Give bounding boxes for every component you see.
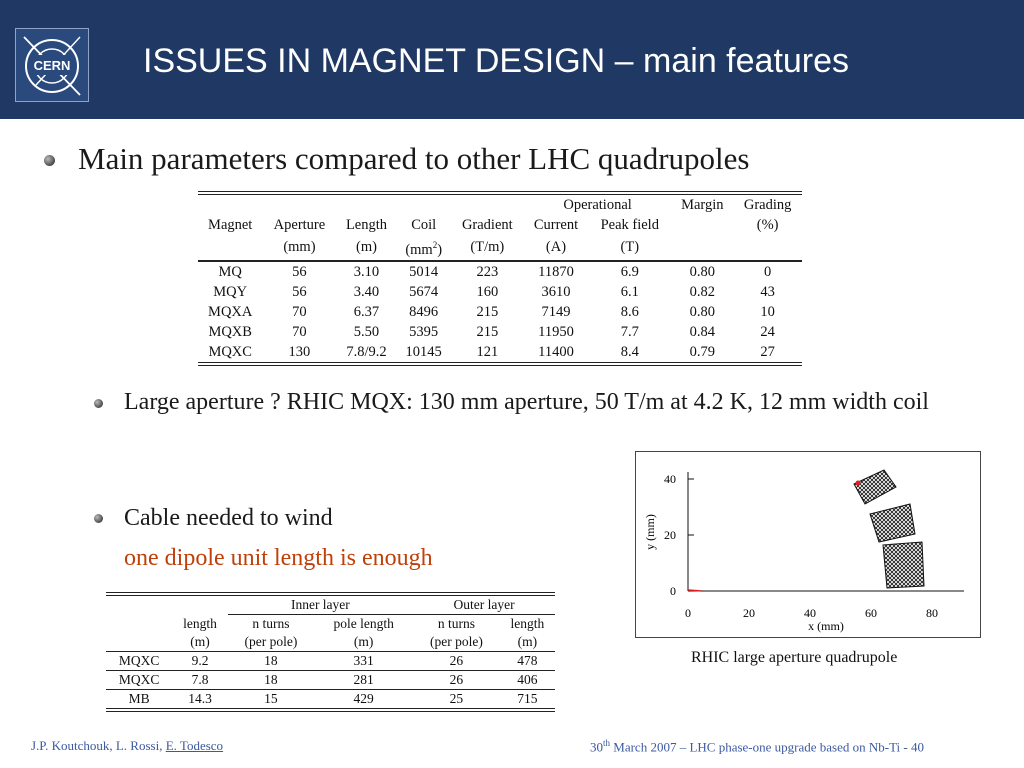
table-cell: 43: [760, 283, 775, 300]
marker-point: [856, 481, 861, 486]
unit-cell: (m): [500, 633, 555, 652]
x-tick-label: 40: [804, 606, 816, 620]
table-cell: 8.6: [620, 303, 639, 320]
column-header: Peak field: [600, 217, 659, 233]
group-header-operational: Operational: [524, 193, 672, 215]
x-tick-label: 60: [865, 606, 877, 620]
table-cell: 0.79: [671, 342, 733, 364]
coil-block: [870, 504, 915, 542]
table-cell: 0.84: [689, 323, 715, 340]
y-tick-label: 0: [670, 584, 676, 598]
table-cell: 715: [500, 690, 555, 711]
table-row: [198, 322, 802, 342]
table-cell: 130: [262, 342, 336, 364]
column-header: length: [183, 615, 217, 631]
coil-block: [854, 470, 896, 504]
table-cell: 3.40: [353, 283, 380, 300]
logo-text: CERN: [33, 58, 71, 73]
table-cell: 6.37: [353, 303, 380, 320]
y-tick-label: 20: [664, 528, 676, 542]
column-header: (%): [756, 217, 779, 233]
table-cell: 6.1: [620, 283, 639, 300]
table-cell: MQY: [213, 283, 248, 300]
unit-cell: (m): [172, 633, 227, 652]
table-cell: MQXC: [198, 342, 262, 364]
unit-cell: [733, 235, 802, 261]
table-cell: 406: [500, 671, 555, 690]
table-header-row: [106, 594, 555, 615]
table-cell: 0: [764, 263, 772, 280]
table-row: [106, 671, 555, 690]
unit-text: (mm: [405, 241, 433, 258]
quadrupole-parameters-table: [198, 191, 802, 366]
group-header-outer: Outer layer: [413, 594, 555, 615]
table-cell: MQXB: [208, 323, 252, 340]
table-row: [198, 302, 802, 322]
table-cell: 27: [733, 342, 802, 364]
column-header: Coil: [411, 217, 437, 233]
column-header: Magnet: [208, 217, 253, 233]
table-cell: 0.80: [689, 303, 715, 320]
table-cell: 160: [476, 283, 499, 300]
unit-cell: [198, 235, 262, 261]
x-tick-label: 0: [685, 606, 691, 620]
table-row: [106, 652, 555, 671]
table-cell: 24: [760, 323, 775, 340]
table-cell: 223: [476, 263, 499, 280]
column-header: pole length: [333, 616, 394, 631]
table-cell: 8496: [409, 303, 439, 320]
column-header: n turns: [252, 616, 290, 631]
table-cell: 11870: [538, 263, 574, 280]
x-tick-label: 20: [743, 606, 755, 620]
table-row: [198, 282, 802, 302]
table-cell: 26: [413, 652, 500, 671]
table-cell: 7149: [541, 303, 571, 320]
table-cell: 331: [314, 652, 413, 671]
figure-caption: RHIC large aperture quadrupole: [691, 649, 898, 666]
axis-marker: [688, 590, 702, 591]
table-cell: 56: [292, 263, 307, 280]
table-cell: 5.50: [353, 323, 380, 340]
table-cell: 70: [292, 323, 307, 340]
table-cell: 215: [476, 323, 499, 340]
table-row: [198, 261, 802, 282]
coil-length-table: [106, 592, 555, 712]
table-cell: 11950: [538, 323, 574, 340]
table-cell: 7.8: [172, 671, 227, 690]
author-link[interactable]: E. Todesco: [165, 738, 224, 753]
x-axis-label: x (mm): [808, 619, 844, 633]
unit-cell: (T/m): [451, 235, 524, 261]
table-cell: MQXC: [106, 652, 172, 671]
coil-cross-section-plot: [636, 452, 980, 637]
table-cell: 14.3: [172, 690, 227, 711]
table-cell: 5014: [409, 263, 439, 280]
column-header: Aperture: [273, 217, 326, 233]
coil-block: [883, 542, 924, 588]
table-cell: 6.9: [620, 263, 639, 280]
footer-authors: [31, 738, 223, 754]
footer-date-page: [590, 738, 924, 755]
bullet-icon: [44, 155, 55, 166]
table-cell: 26: [413, 671, 500, 690]
cable-bullet-text: Cable needed to wind: [124, 505, 333, 531]
table-cell: 9.2: [172, 652, 227, 671]
unit-cell: [671, 235, 733, 261]
unit-cell: (A): [524, 235, 588, 261]
column-header: length: [510, 616, 545, 631]
x-tick-label: 80: [926, 606, 938, 620]
table-cell: 3610: [541, 283, 571, 300]
table-cell: 478: [500, 652, 555, 671]
table-cell: 10145: [397, 342, 451, 364]
authors-text: J.P. Koutchouk, L. Rossi,: [31, 738, 166, 753]
bullet-icon: [94, 399, 103, 408]
table-cell: 281: [314, 671, 413, 690]
cable-note-text: one dipole unit length is enough: [124, 545, 433, 571]
unit-cell: (per pole): [228, 633, 315, 652]
table-cell: 0.82: [689, 283, 715, 300]
table-cell: 18: [228, 671, 315, 690]
table-cell: 70: [292, 303, 307, 320]
table-cell: 7.8/9.2: [336, 342, 396, 364]
table-cell: MQXC: [106, 671, 172, 690]
unit-cell: (m): [336, 235, 396, 261]
date-day: 30: [590, 739, 603, 755]
table-cell: 0.80: [689, 263, 715, 280]
table-cell: 8.4: [588, 342, 671, 364]
bullet-icon: [94, 514, 103, 523]
cern-logo: [15, 28, 89, 102]
table-cell: 25: [413, 690, 500, 711]
cern-logo-icon: [16, 29, 88, 101]
unit-cell: (mm): [262, 235, 336, 261]
column-header: n turns: [437, 616, 475, 631]
table-cell: 11400: [524, 342, 588, 364]
table-row: [106, 690, 555, 711]
column-header: [671, 215, 733, 235]
title-banner: [0, 0, 1024, 119]
main-bullet-text: Main parameters compared to other LHC quadrupoles: [78, 141, 750, 176]
unit-cell: (m): [314, 633, 413, 652]
table-cell: 10: [760, 303, 775, 320]
unit-text: ): [437, 241, 443, 258]
table-cell: 3.10: [353, 263, 380, 280]
group-header-margin: Margin: [671, 193, 733, 215]
table-cell: 215: [476, 303, 499, 320]
table-cell: 121: [451, 342, 524, 364]
column-header: Length: [345, 217, 388, 233]
table-cell: 429: [314, 690, 413, 711]
aperture-bullet-text: Large aperture ? RHIC MQX: 130 mm aperture, 50 T/m at 4.2 K, 12 mm width coil: [124, 389, 929, 415]
table-units-row: [106, 633, 555, 652]
column-header: [106, 615, 172, 634]
unit-cell: (T): [588, 235, 671, 261]
table-cell: MQXA: [208, 303, 253, 320]
unit-superscript: 2: [432, 240, 438, 250]
group-header-grading: Grading: [733, 193, 802, 215]
unit-cell: [106, 633, 172, 652]
rhic-quadrupole-figure: [635, 451, 981, 638]
table-cell: 56: [292, 283, 307, 300]
table-cell: 7.7: [620, 323, 639, 340]
date-superscript: th: [603, 738, 611, 748]
table-cell: 15: [228, 690, 315, 711]
table-cell: MB: [106, 690, 172, 711]
date-rest: March 2007 – LHC phase-one upgrade based on Nb-Ti - 40: [610, 739, 925, 755]
table-cell: 18: [228, 652, 315, 671]
y-tick-label: 40: [664, 472, 676, 486]
group-header-inner: Inner layer: [228, 594, 413, 615]
table-header-row: [106, 615, 555, 634]
table-header-row: [198, 193, 802, 215]
column-header: Gradient: [461, 217, 513, 233]
y-axis-label: y (mm): [643, 514, 657, 550]
unit-cell: (per pole): [413, 633, 500, 652]
table-cell: 5674: [409, 283, 439, 300]
table-row: [198, 342, 802, 364]
table-cell: MQ: [218, 263, 242, 280]
column-header: Current: [533, 217, 579, 233]
table-units-row: [198, 235, 802, 261]
slide-title: ISSUES IN MAGNET DESIGN – main features: [143, 42, 850, 80]
table-header-row: [198, 215, 802, 235]
table-cell: 5395: [409, 323, 439, 340]
unit-cell-coil: [397, 235, 451, 261]
